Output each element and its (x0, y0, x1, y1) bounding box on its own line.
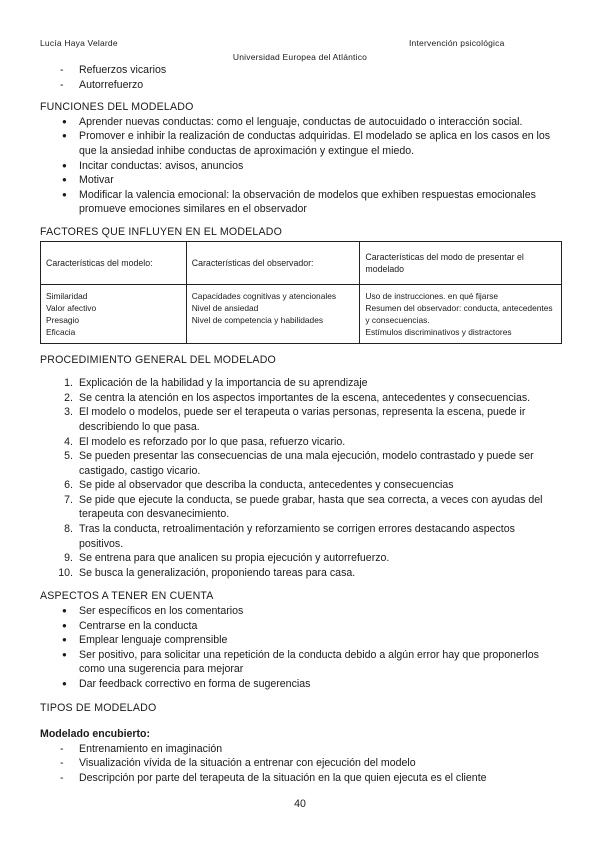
cell-line: Capacidades cognitivas y atencionales (191, 290, 337, 301)
table-header-row (41, 241, 562, 284)
item-text: Se centra la atención en los aspectos importantes de la escena, antecedentes y consecuencias. (79, 391, 531, 404)
subsection-title: Modelado encubierto: (40, 728, 151, 741)
list-item (40, 478, 562, 493)
page-number: 40 (294, 798, 306, 810)
item-text: Tras la conducta, retroalimentación y reforzamiento se corrigen errores destacando aspectos positivos. (79, 523, 515, 550)
list-item (40, 522, 562, 551)
item-number: 3. (64, 406, 73, 419)
factores-table (40, 241, 562, 344)
list-item (40, 449, 562, 478)
table-cell (41, 284, 187, 343)
table-header-cell: Características del modo de presentar el modelado (360, 241, 562, 284)
list-item: - Autorrefuerzo (40, 78, 562, 93)
list-item: ● Ser específicos en los comentarios (40, 604, 562, 619)
tipos-list (40, 742, 562, 786)
list-item (40, 405, 562, 434)
table-header-cell: Características del observador: (186, 241, 360, 284)
section-title-aspectos: ASPECTOS A TENER EN CUENTA (40, 590, 214, 603)
item-number: 1. (64, 377, 73, 390)
header-subject: Intervención psicológica (409, 38, 505, 48)
cell-line: Nivel de competencia y habilidades (191, 314, 324, 325)
list-item: - Refuerzos vicarios (40, 63, 562, 78)
list-item: - Descripción por parte del terapeuta de la situación en la que quien ejecuta es el cliente (40, 771, 562, 786)
item-text: El modelo o modelos, puede ser el terapeuta o varias personas, representa la escena, puede ir describiendo lo que pasa. (79, 406, 526, 433)
section-title-procedimiento: PROCEDIMIENTO GENERAL DEL MODELADO (40, 353, 276, 366)
list-item: ● Promover e inhibir la realización de conductas adquiridas. El modelado se aplica en los casos en los que la ansiedad inhibe conductas de aproximación y extingue el miedo. (40, 129, 562, 158)
list-item: ● Aprender nuevas conductas: como el lenguaje, conductas de autocuidado o interacción social. (40, 115, 562, 130)
funciones-list (40, 115, 562, 217)
list-item (40, 493, 562, 522)
cell-line: Estímulos discriminativos y distractores (365, 326, 512, 337)
list-item: ● Emplear lenguaje comprensible (40, 633, 562, 648)
item-number: 7. (64, 493, 73, 506)
item-text: Se pide que ejecute la conducta, se puede grabar, hasta que sea correcta, a veces con ayudas del terapeuta con desvanecimiento. (79, 493, 543, 521)
list-item (40, 376, 562, 391)
list-item (40, 551, 562, 566)
table-cell (186, 284, 360, 343)
list-item (40, 566, 562, 581)
item-number: 2. (64, 391, 73, 404)
cell-line: Uso de instrucciones. en qué fijarse (365, 290, 499, 301)
item-number: 9. (64, 552, 73, 565)
item-text: Se pueden presentar las consecuencias de una mala ejecución, modelo contrastado y puede ser castigado, castigo vicario. (79, 450, 534, 477)
aspectos-list (40, 604, 562, 692)
list-item: ● Modificar la valencia emocional: la observación de modelos que exhiben respuestas emocionales promueve emociones similares en el observador (40, 188, 562, 217)
list-item: ● Motivar (40, 173, 562, 188)
header-author: Lucía Haya Velarde (40, 38, 118, 48)
cell-line: Nivel de ansiedad (191, 302, 259, 313)
item-text: Se pide al observador que describa la conducta, antecedentes y consecuencias (79, 479, 454, 492)
item-text: Se busca la generalización, proponiendo tareas para casa. (79, 566, 356, 579)
procedimiento-list (40, 376, 562, 580)
list-item: ● Ser positivo, para solicitar una repetición de la conducta debido a algún error hay que proponerlos como una sugerencia para mejorar (40, 648, 562, 677)
list-item: - Entrenamiento en imaginación (40, 742, 562, 757)
item-number: 4. (64, 435, 73, 448)
section-title-funciones: FUNCIONES DEL MODELADO (40, 101, 194, 114)
list-item (40, 435, 562, 450)
list-item (40, 391, 562, 406)
section-title-tipos: TIPOS DE MODELADO (40, 701, 157, 714)
cell-line: Valor afectivo (46, 302, 97, 313)
item-text: Explicación de la habilidad y la importancia de su aprendizaje (79, 377, 368, 390)
item-text: El modelo es reforzado por lo que pasa, refuerzo vicario. (79, 435, 346, 448)
item-text: Se entrena para que analicen su propia ejecución y autorrefuerzo. (79, 552, 390, 565)
cell-line: Resumen del observador: conducta, antecedentes y consecuencias. (365, 302, 553, 325)
cell-line: Eficacia (46, 326, 76, 337)
item-number: 8. (64, 523, 73, 536)
item-number: 6. (64, 479, 73, 492)
list-item: ● Incitar conductas: avisos, anuncios (40, 159, 562, 174)
list-item: - Visualización vívida de la situación a entrenar con ejecución del modelo (40, 756, 562, 771)
cell-line: Similaridad (46, 290, 88, 301)
list-item: ● Centrarse en la conducta (40, 619, 562, 634)
section-title-factores: FACTORES QUE INFLUYEN EN EL MODELADO (40, 225, 283, 238)
intro-list (40, 63, 562, 92)
item-number: 10. (58, 566, 73, 579)
item-number: 5. (64, 450, 73, 463)
table-header-cell: Características del modelo: (41, 241, 187, 284)
cell-line: Presagio (46, 314, 80, 325)
header-university: Universidad Europea del Atlántico (232, 52, 368, 62)
table-row (41, 284, 562, 343)
table-cell (360, 284, 562, 343)
page-content (40, 63, 562, 786)
list-item: ● Dar feedback correctivo en forma de sugerencias (40, 677, 562, 692)
